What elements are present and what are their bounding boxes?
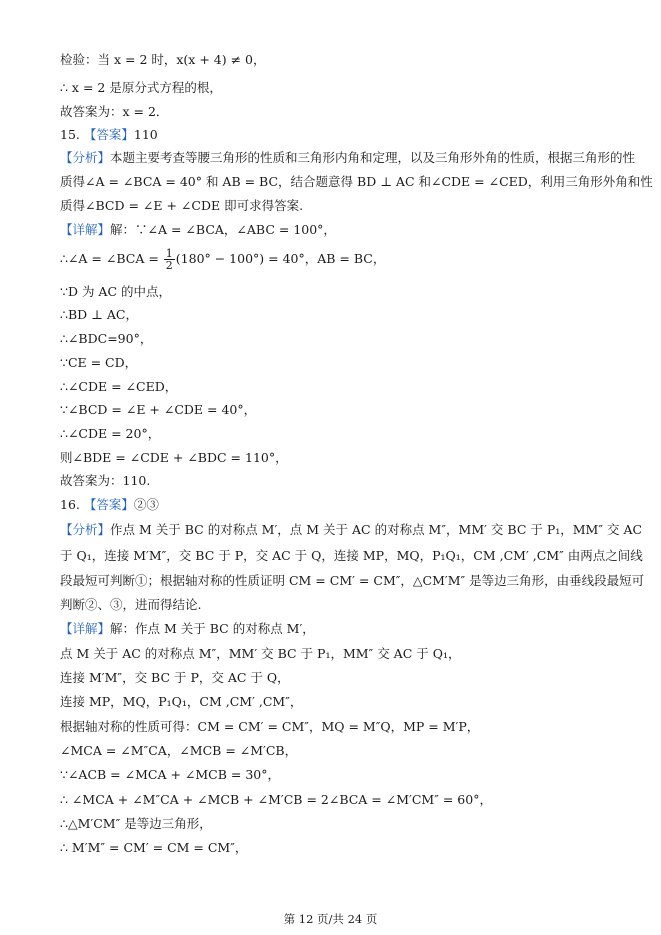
- text-line: 于 Q₁，连接 M′M″，交 BC 于 P，交 AC 于 Q，连接 MP，MQ，P₁Q₁，CM ,CM′ ,CM″ 由两点之间线: [60, 548, 643, 563]
- page-footer: 第 12 页/共 24 页: [283, 912, 378, 926]
- text-line: ∵∠ACB = ∠MCA + ∠MCB = 30°，: [60, 767, 281, 782]
- section-tag: 【详解】: [60, 621, 111, 636]
- section-tag: 【答案】: [83, 497, 134, 512]
- text-line: 【详解】解：∵∠A = ∠BCA，∠ABC = 100°，: [60, 222, 336, 237]
- text-segment: (180° − 100°) = 40°，AB = BC，: [175, 251, 386, 266]
- text-line: 故答案为：110.: [60, 473, 151, 488]
- text-line: ∵D 为 AC 的中点，: [60, 284, 171, 299]
- text-line: 【详解】解：作点 M 关于 BC 的对称点 M′，: [60, 621, 315, 636]
- text-segment: ∴∠A = ∠BCA =: [60, 251, 163, 266]
- text-line: 连接 MP，MQ，P₁Q₁，CM ,CM′ ,CM″，: [60, 694, 303, 709]
- text-line: ∠MCA = ∠M″CA，∠MCB = ∠M′CB，: [60, 743, 298, 758]
- question-15-answer: 15. 【答案】110: [60, 127, 158, 142]
- section-tag: 【详解】: [60, 222, 111, 237]
- fraction-line: [60, 248, 385, 271]
- section-tag: 【答案】: [83, 127, 134, 142]
- section-tag: 【分析】: [60, 150, 111, 165]
- text-line: 【分析】作点 M 关于 BC 的对称点 M′，点 M 关于 AC 的对称点 M″，MM′ 交 BC 于 P₁，MM″ 交 AC: [60, 522, 643, 537]
- text-line: 段最短可判断①；根据轴对称的性质证明 CM = CM′ = CM″，△CM′M″ 是等边三角形，由垂线段最短可: [60, 573, 645, 588]
- question-16-answer: 16. 【答案】②③: [60, 497, 159, 512]
- fraction: [164, 248, 175, 271]
- section-tag: 【分析】: [60, 522, 111, 537]
- text-line: ∴∠CDE = 20°，: [60, 426, 161, 441]
- text-line: 质得∠BCD = ∠E + ∠CDE 即可求得答案.: [60, 198, 304, 213]
- text-line: 连接 M′M″，交 BC 于 P，交 AC 于 Q，: [60, 670, 290, 685]
- text-line: ∵CE = CD，: [60, 355, 138, 370]
- text-line: ∴∠CDE = ∠CED，: [60, 379, 178, 394]
- text-line: ∴ ∠MCA + ∠M″CA + ∠MCB + ∠M′CB = 2∠BCA = ∠M′CM″ = 60°，: [60, 792, 492, 807]
- text-line: 检验：当 x = 2 时，x(x + 4) ≠ 0，: [60, 52, 266, 67]
- text-line: 点 M 关于 AC 的对称点 M″，MM′ 交 BC 于 P₁，MM″ 交 AC 于 Q₁，: [60, 646, 461, 661]
- text-line: 则∠BDE = ∠CDE + ∠BDC = 110°，: [60, 450, 288, 465]
- text-line: ∴△M′CM″ 是等边三角形，: [60, 816, 212, 831]
- text-line: ∴BD ⊥ AC，: [60, 307, 138, 322]
- fraction-denominator: 2: [165, 259, 173, 272]
- text-line: 判断②、③，进而得结论.: [60, 597, 202, 612]
- text-line: 【分析】本题主要考查等腰三角形的性质和三角形内角和定理，以及三角形外角的性质，根据三角形的性: [60, 150, 636, 165]
- text-line: ∴ x = 2 是原分式方程的根，: [60, 80, 222, 95]
- text-line: 根据轴对称的性质可得：CM = CM′ = CM″，MQ = M″Q，MP = M′P，: [60, 719, 480, 734]
- text-line: ∵∠BCD = ∠E + ∠CDE = 40°，: [60, 402, 257, 417]
- text-line: ∴ M′M″ = CM′ = CM = CM″，: [60, 840, 248, 855]
- fraction-numerator: 1: [165, 247, 173, 260]
- text-line: 质得∠A = ∠BCA = 40° 和 AB = BC，结合题意得 BD ⊥ AC 和∠CDE = ∠CED，利用三角形外角和性: [60, 174, 653, 189]
- text-line: ∴∠BDC=90°，: [60, 331, 153, 346]
- text-line: 故答案为：x = 2．: [60, 104, 169, 119]
